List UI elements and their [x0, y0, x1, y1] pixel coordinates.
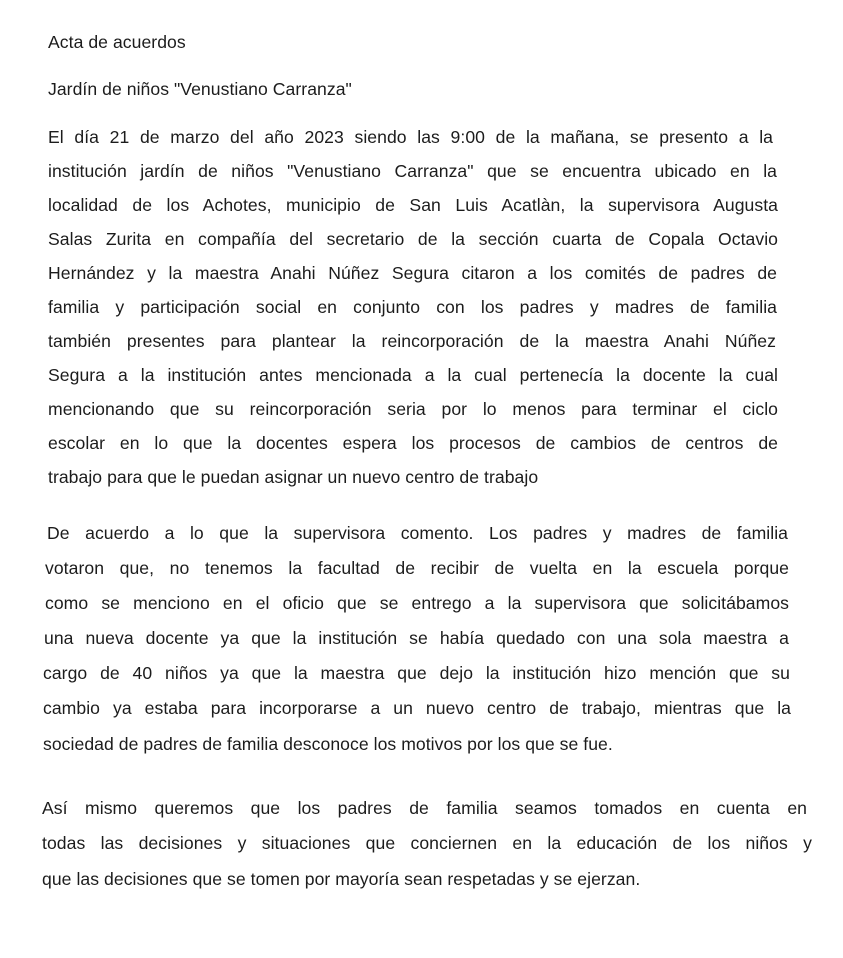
- paragraph-1-line-4: Salas Zurita en compañía del secretario de la sección cuarta de Copala Octavio: [48, 229, 778, 249]
- paragraph-2-line-7: sociedad de padres de familia desconoce los motivos por los que se fue.: [43, 734, 613, 754]
- document-title: Acta de acuerdos: [48, 32, 186, 52]
- paragraph-1-line-10: escolar en lo que la docentes espera los procesos de cambios de centros de: [48, 433, 778, 453]
- paragraph-1-line-7: también presentes para plantear la reincorporación de la maestra Anahi Núñez: [48, 331, 776, 351]
- paragraph-1-line-8: Segura a la institución antes mencionada a la cual pertenecía la docente la cual: [48, 365, 778, 385]
- paragraph-1-line-9: mencionando que su reincorporación seria por lo menos para terminar el ciclo: [48, 399, 778, 419]
- paragraph-3-line-3: que las decisiones que se tomen por mayoría sean respetadas y se ejerzan.: [42, 869, 641, 889]
- paragraph-1-line-5: Hernández y la maestra Anahi Núñez Segura citaron a los comités de padres de: [48, 263, 777, 283]
- paragraph-3-line-2: todas las decisiones y situaciones que conciernen en la educación de los niños y: [42, 833, 812, 853]
- paragraph-1-line-3: localidad de los Achotes, municipio de San Luis Acatlàn, la supervisora Augusta: [48, 195, 778, 215]
- paragraph-1-line-11: trabajo para que le puedan asignar un nuevo centro de trabajo: [48, 467, 539, 487]
- paragraph-2-line-4: una nueva docente ya que la institución se había quedado con una sola maestra a: [44, 628, 789, 648]
- paragraph-2-line-6: cambio ya estaba para incorporarse a un nuevo centro de trabajo, mientras que la: [43, 698, 791, 718]
- paragraph-3-line-1: Así mismo queremos que los padres de familia seamos tomados en cuenta en: [42, 798, 807, 818]
- paragraph-2-line-5: cargo de 40 niños ya que la maestra que dejo la institución hizo mención que su: [43, 663, 790, 683]
- paragraph-2-line-2: votaron que, no tenemos la facultad de recibir de vuelta en la escuela porque: [45, 558, 789, 578]
- paragraph-1-line-2: institución jardín de niños "Venustiano Carranza" que se encuentra ubicado en la: [48, 161, 777, 181]
- school-name: Jardín de niños "Venustiano Carranza": [48, 79, 352, 99]
- paragraph-1-line-6: familia y participación social en conjunto con los padres y madres de familia: [48, 297, 777, 317]
- paragraph-2-line-3: como se menciono en el oficio que se entrego a la supervisora que solicitábamos: [45, 593, 789, 613]
- paragraph-1-line-1: El día 21 de marzo del año 2023 siendo las 9:00 de la mañana, se presento a la: [48, 127, 773, 147]
- paragraph-2-line-1: De acuerdo a lo que la supervisora comento. Los padres y madres de familia: [47, 523, 788, 543]
